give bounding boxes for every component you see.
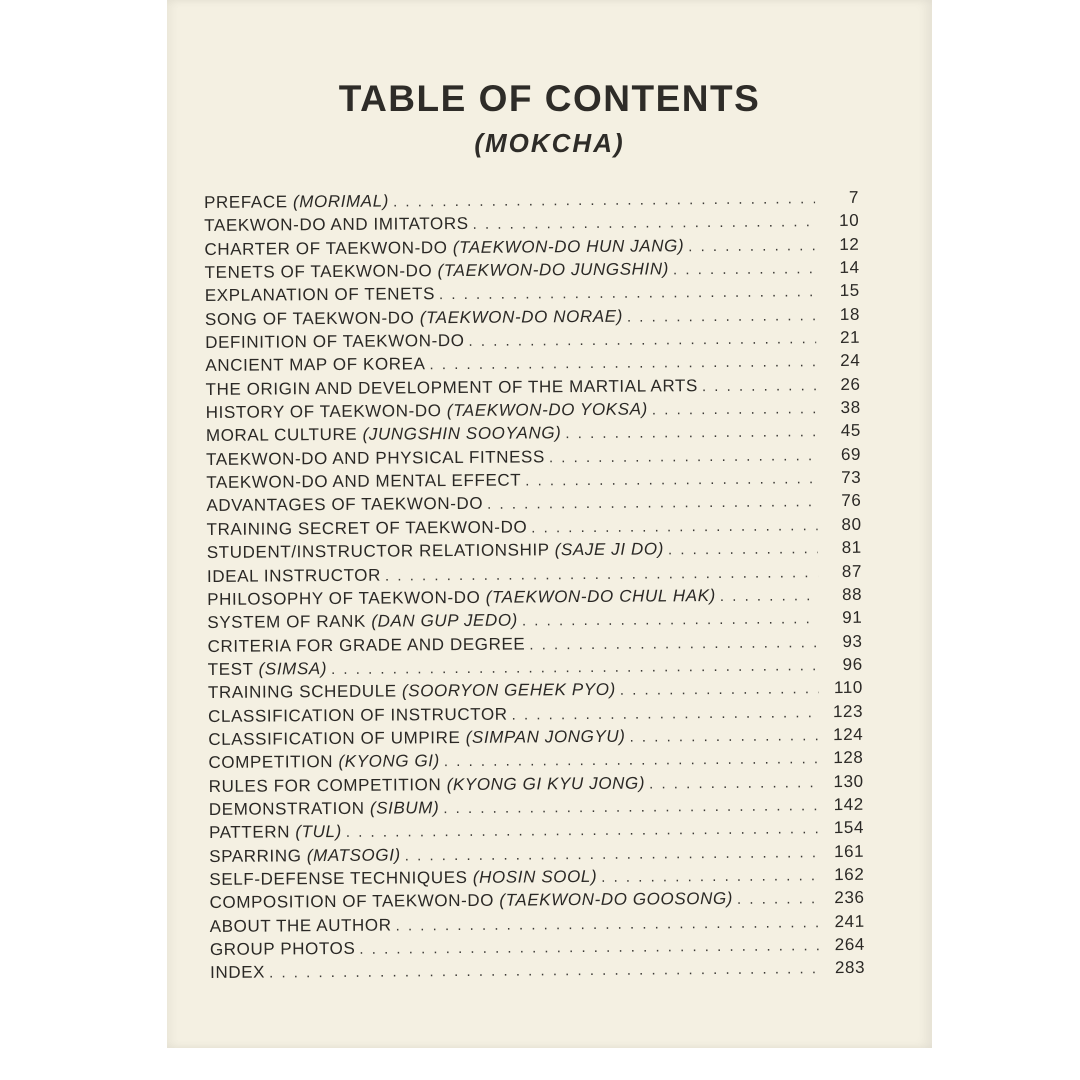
toc-entry-korean-term: (TAEKWON-DO JUNGSHIN) xyxy=(437,259,670,281)
toc-entry-title: TAEKWON-DO AND MENTAL EFFECT xyxy=(206,470,522,493)
toc-entry-page-number: 81 xyxy=(841,538,862,558)
toc-entry-page-number: 96 xyxy=(842,654,863,674)
toc-entry-korean-term: (KYONG GI KYU JONG) xyxy=(446,773,646,794)
toc-entry-page-number: 7 xyxy=(848,187,860,207)
toc-entry-text xyxy=(208,751,440,773)
toc-entry-page-number: 142 xyxy=(833,794,864,815)
toc-entry-page-number: 128 xyxy=(833,748,864,768)
toc-entry-title: TEST xyxy=(207,659,254,679)
toc-entry-title: DEMONSTRATION xyxy=(208,798,365,819)
toc-entry-page-number: 241 xyxy=(834,911,865,931)
toc-entry-page-number: 18 xyxy=(839,304,861,324)
dot-leader xyxy=(737,890,821,908)
dot-leader xyxy=(549,447,817,466)
toc-entry-text xyxy=(208,727,625,750)
toc-entry-title: EXPLANATION OF TENETS xyxy=(204,284,436,306)
toc-entry-text xyxy=(205,376,698,400)
toc-entry-text xyxy=(207,517,528,540)
toc-entry-page-number: 12 xyxy=(839,234,860,254)
toc-entry-page-number: 110 xyxy=(833,678,863,698)
toc-entry-text xyxy=(207,611,518,633)
toc-entry-title: TRAINING SECRET OF TAEKWON-DO xyxy=(206,517,528,539)
dot-leader xyxy=(385,564,818,584)
toc-entry-korean-term: (MATSOGI) xyxy=(306,845,401,865)
dot-leader xyxy=(652,400,817,418)
toc-entry-title: SPARRING xyxy=(209,845,302,866)
toc-entry-page-number: 45 xyxy=(840,421,861,441)
toc-entry-text xyxy=(206,471,521,493)
dot-leader xyxy=(512,704,820,723)
toc-entry-korean-term: (SAJE JI DO) xyxy=(554,539,665,560)
toc-entry-page-number: 69 xyxy=(840,444,862,464)
toc-entry-korean-term: (HOSIN SOOL) xyxy=(472,866,598,887)
toc-entry-title: STUDENT/INSTRUCTOR RELATIONSHIP xyxy=(206,540,550,563)
toc-entry-text xyxy=(207,634,525,656)
toc-entry-title: COMPOSITION OF TAEKWON-DO xyxy=(209,891,495,913)
toc-entry-title: PREFACE xyxy=(204,192,288,212)
toc-entry-page-number: 154 xyxy=(833,818,865,838)
toc-entry-title: ABOUT THE AUTHOR xyxy=(209,915,392,936)
toc-entry-page-number: 21 xyxy=(839,327,861,348)
toc-entry-text xyxy=(206,447,545,470)
toc-entry-text xyxy=(205,259,670,283)
toc-entry-page-number: 80 xyxy=(841,514,862,534)
toc-entry-title: PATTERN xyxy=(208,822,291,843)
toc-entry-page-number: 76 xyxy=(841,491,862,511)
dot-leader xyxy=(269,961,821,982)
dot-leader xyxy=(331,657,819,678)
toc-entry-korean-term: (TAEKWON-DO YOKSA) xyxy=(446,399,648,421)
toc-entry-text xyxy=(205,355,425,377)
toc-entry-korean-term: (TAEKWON-DO CHUL HAK) xyxy=(485,585,716,607)
toc-entry-text xyxy=(210,939,356,960)
table-of-contents-list xyxy=(204,188,865,987)
dot-leader xyxy=(444,750,820,770)
dot-leader xyxy=(529,634,818,653)
dot-leader xyxy=(620,680,819,699)
toc-entry-page-number: 124 xyxy=(833,724,864,744)
toc-entry-title: TAEKWON-DO AND IMITATORS xyxy=(204,214,469,236)
toc-entry-text xyxy=(204,236,684,260)
toc-entry-text xyxy=(209,798,440,820)
dot-leader xyxy=(443,797,820,817)
toc-entry-korean-term: (MORIMAL) xyxy=(292,191,390,212)
toc-entry-page-number: 24 xyxy=(840,351,861,371)
toc-entry-title: TENETS OF TAEKWON-DO xyxy=(204,261,433,283)
toc-entry-page-number: 14 xyxy=(839,257,860,278)
toc-entry-korean-term: (KYONG GI) xyxy=(338,751,440,772)
toc-entry-korean-term: (TAEKWON-DO NORAE) xyxy=(419,306,624,328)
toc-entry-title: SELF-DEFENSE TECHNIQUES xyxy=(209,867,468,889)
toc-entry-text xyxy=(209,773,646,796)
toc-entry-title: ANCIENT MAP OF KOREA xyxy=(205,354,426,376)
toc-entry-korean-term: (JUNGSHIN SOOYANG) xyxy=(362,423,562,445)
toc-entry-title: IDEAL INSTRUCTOR xyxy=(206,565,382,586)
toc-entry-text xyxy=(210,915,392,936)
toc-entry-title: THE ORIGIN AND DEVELOPMENT OF THE MARTIAL ARTS xyxy=(205,375,698,399)
toc-entry-text xyxy=(207,586,716,610)
dot-leader xyxy=(396,914,821,934)
toc-entry-title: HISTORY OF TAEKWON-DO xyxy=(205,401,442,423)
dot-leader xyxy=(673,260,816,278)
dot-leader xyxy=(359,937,821,958)
toc-entry-text xyxy=(208,704,508,726)
toc-entry-title: TAEKWON-DO AND PHYSICAL FITNESS xyxy=(206,447,545,469)
toc-entry-page-number: 91 xyxy=(842,608,863,628)
dot-leader xyxy=(649,774,820,792)
toc-entry-page-number: 283 xyxy=(834,958,866,978)
toc-entry xyxy=(210,958,865,986)
dot-leader xyxy=(601,867,820,886)
book-page xyxy=(167,0,932,1048)
toc-entry-page-number: 130 xyxy=(833,771,864,791)
toc-entry-page-number: 73 xyxy=(841,467,862,488)
dot-leader xyxy=(720,587,818,605)
toc-entry-title: SYSTEM OF RANK xyxy=(207,611,367,633)
toc-entry-korean-term: (SIMSA) xyxy=(258,658,328,679)
dot-leader xyxy=(627,307,816,325)
toc-entry-page-number: 38 xyxy=(840,397,861,418)
toc-entry-text xyxy=(207,565,381,586)
toc-entry-korean-term: (TUL) xyxy=(295,822,342,842)
toc-entry-text xyxy=(207,540,664,564)
toc-entry-korean-term: (TAEKWON-DO HUN JANG) xyxy=(452,235,685,257)
toc-entry-korean-term: (SIBUM) xyxy=(369,798,440,818)
toc-entry-title: ADVANTAGES OF TAEKWON-DO xyxy=(206,494,484,516)
toc-entry-page-number: 264 xyxy=(834,934,865,955)
page-subtitle: (MOKCHA) xyxy=(474,128,625,158)
toc-entry-text xyxy=(205,331,464,353)
toc-entry-title: CRITERIA FOR GRADE AND DEGREE xyxy=(207,634,526,656)
toc-entry-title: CLASSIFICATION OF UMPIRE xyxy=(208,727,461,749)
toc-entry-page-number: 10 xyxy=(839,211,860,231)
dot-leader xyxy=(531,517,818,536)
dot-leader xyxy=(565,424,817,443)
dot-leader xyxy=(429,354,816,374)
dot-leader xyxy=(702,377,817,395)
toc-entry-title: RULES FOR COMPETITION xyxy=(208,774,442,796)
toc-entry-page-number: 236 xyxy=(834,888,865,908)
toc-entry-korean-term: (SOORYON GEHEK PYO) xyxy=(401,679,616,701)
toc-entry-text xyxy=(210,889,734,913)
toc-entry-text xyxy=(205,306,623,329)
toc-entry-title: PHILOSOPHY OF TAEKWON-DO xyxy=(207,587,481,609)
toc-entry-page-number: 93 xyxy=(842,631,863,651)
dot-leader xyxy=(688,237,815,255)
toc-entry-title: CLASSIFICATION OF INSTRUCTOR xyxy=(208,704,508,726)
dot-leader xyxy=(439,284,816,304)
toc-entry-text xyxy=(205,285,435,307)
dot-leader xyxy=(393,190,815,210)
toc-entry-text xyxy=(206,424,562,447)
dot-leader xyxy=(405,844,821,864)
toc-entry-page-number: 26 xyxy=(840,374,861,394)
toc-entry-page-number: 88 xyxy=(841,584,863,604)
toc-entry-page-number: 15 xyxy=(839,281,860,301)
toc-entry-korean-term: (DAN GUP JEDO) xyxy=(371,610,518,631)
toc-entry-title: INDEX xyxy=(210,962,266,983)
toc-entry-text xyxy=(208,659,327,680)
toc-entry-text xyxy=(209,867,597,890)
page-title: TABLE OF CONTENTS xyxy=(338,78,761,119)
toc-entry-text xyxy=(209,822,342,843)
toc-entry-korean-term: (SIMPAN JONGYU) xyxy=(465,726,626,747)
toc-entry-title: COMPETITION xyxy=(208,752,334,773)
toc-entry-title: SONG OF TAEKWON-DO xyxy=(204,308,415,329)
toc-entry-text xyxy=(209,845,401,867)
toc-entry-korean-term: (TAEKWON-DO GOOSONG) xyxy=(499,889,734,911)
toc-entry-text xyxy=(206,494,483,516)
toc-entry-title: DEFINITION OF TAEKWON-DO xyxy=(205,331,465,353)
toc-entry-text xyxy=(204,214,469,236)
toc-entry-page-number: 162 xyxy=(834,864,865,885)
toc-entry-page-number: 161 xyxy=(833,841,865,861)
toc-entry-title: GROUP PHOTOS xyxy=(209,938,356,959)
toc-entry-page-number: 87 xyxy=(841,561,863,581)
toc-entry-text xyxy=(208,680,616,703)
toc-entry-title: CHARTER OF TAEKWON-DO xyxy=(204,237,448,259)
dot-leader xyxy=(668,540,818,558)
toc-entry-text xyxy=(210,963,265,983)
dot-leader xyxy=(487,494,817,514)
toc-entry-page-number: 123 xyxy=(832,701,864,721)
dot-leader xyxy=(629,727,819,745)
dot-leader xyxy=(473,214,816,234)
toc-entry-text xyxy=(206,400,648,423)
dot-leader xyxy=(525,470,817,489)
dot-leader xyxy=(346,820,820,841)
dot-leader xyxy=(522,610,819,629)
dot-leader xyxy=(468,330,816,350)
toc-entry-title: MORAL CULTURE xyxy=(205,425,358,446)
toc-entry-text xyxy=(204,192,389,213)
toc-entry-title: TRAINING SCHEDULE xyxy=(207,681,397,703)
